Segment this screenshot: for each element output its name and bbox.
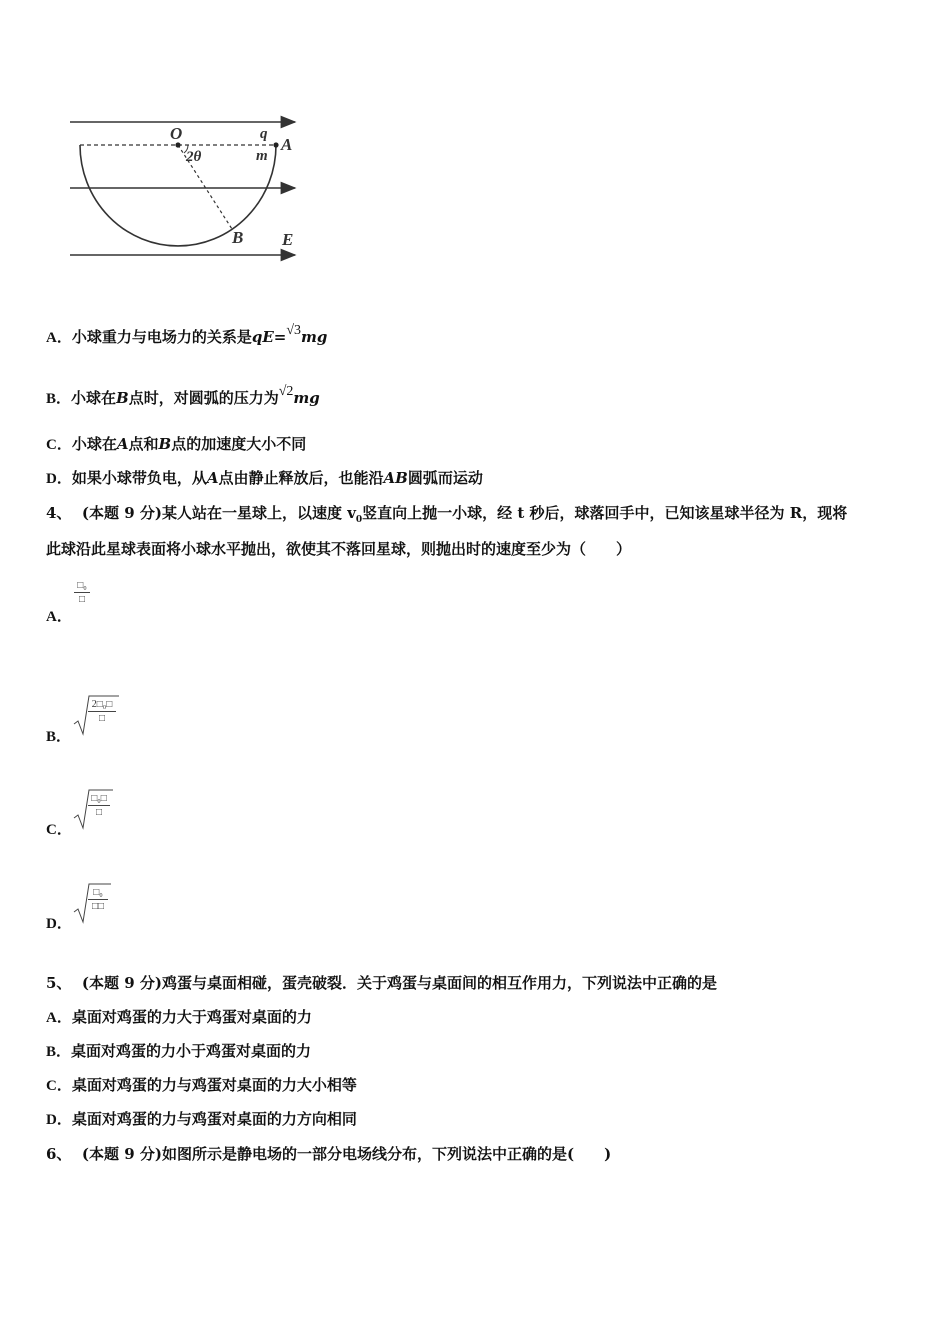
q5-option-a — [46, 1006, 312, 1027]
physics-figure — [60, 108, 310, 268]
option-text: 桌面对鸡蛋的力与鸡蛋对桌面的力大小相等 — [71, 1076, 357, 1094]
option-prefix: D． — [46, 471, 72, 487]
q6-stem — [46, 1143, 611, 1164]
var: B — [116, 389, 129, 407]
question-number: 4、 — [46, 504, 72, 522]
fraction-denominator: □□ — [91, 901, 105, 912]
option-text: 点和 — [128, 435, 159, 453]
point-A — [273, 142, 278, 147]
var: A — [116, 435, 129, 453]
label-angle: 2θ — [186, 149, 202, 165]
option-prefix: B． — [46, 391, 72, 407]
fraction-numerator: □₀ — [77, 580, 87, 591]
fraction-denominator: □ — [78, 594, 86, 605]
question-number: 6、 — [46, 1145, 72, 1163]
q3-option-c — [46, 433, 306, 454]
question-text: (本题 9 分)某人站在一星球上，以速度 v — [81, 504, 356, 522]
question-text: (本题 9 分)如图所示是静电场的一部分电场线分布，下列说法中正确的是( ) — [81, 1145, 612, 1163]
formula: qE= — [251, 328, 287, 346]
q5-stem — [46, 972, 717, 993]
q5-option-c — [46, 1074, 357, 1095]
var: AB — [383, 469, 408, 487]
q4-option-b-prefix: B． — [46, 729, 72, 745]
q4-stem-line2 — [46, 538, 631, 559]
option-prefix: A． — [46, 1010, 72, 1026]
option-text: 小球重力与电场力的关系是 — [71, 328, 252, 346]
fraction-numerator: 2□₀□ — [91, 699, 113, 710]
option-text: 点的加速度大小不同 — [171, 435, 307, 453]
q4-stem-line1 — [46, 502, 847, 525]
q3-option-d — [46, 467, 483, 488]
question-text: (本题 9 分)鸡蛋与桌面相碰，蛋壳破裂．关于鸡蛋与桌面间的相互作用力，下列说法中正确的是 — [81, 974, 717, 992]
fraction-numerator: □₀□ — [91, 793, 107, 804]
q5-option-d — [46, 1108, 357, 1129]
q4-option-c-fraction — [88, 793, 110, 818]
label-B: B — [232, 228, 244, 247]
q4-option-c-prefix: C． — [46, 822, 72, 838]
option-text: 圆弧而运动 — [407, 469, 483, 487]
label-m: m — [256, 148, 268, 164]
option-text: 桌面对鸡蛋的力小于鸡蛋对桌面的力 — [71, 1042, 312, 1060]
fraction-bar — [88, 899, 108, 900]
option-text: 点由静止释放后，也能沿 — [218, 469, 384, 487]
option-prefix: C． — [46, 437, 72, 453]
option-prefix: A． — [46, 330, 72, 346]
q4-option-b-fraction — [88, 699, 116, 724]
option-text: 小球在 — [71, 435, 117, 453]
fraction-denominator: □ — [98, 713, 106, 724]
q5-option-b — [46, 1040, 311, 1061]
q4-option-d-prefix: D． — [46, 916, 72, 932]
question-text: 此球沿此星球表面将小球水平抛出，欲使其不落回星球，则抛出时的速度至少为（ ） — [46, 540, 632, 558]
question-number: 5、 — [46, 974, 72, 992]
option-text: 小球在 — [71, 389, 117, 407]
formula: mg — [293, 389, 320, 407]
option-text: 桌面对鸡蛋的力与鸡蛋对桌面的力方向相同 — [71, 1110, 357, 1128]
formula: mg — [301, 328, 328, 346]
q4-option-a-prefix: A． — [46, 609, 72, 625]
option-text: 点时，对圆弧的压力为 — [128, 389, 279, 407]
option-prefix: C． — [46, 1078, 72, 1094]
fraction-bar — [74, 592, 90, 593]
semicircle-arc — [80, 145, 276, 246]
fraction-denominator: □ — [95, 807, 103, 818]
center-point-O — [175, 142, 180, 147]
q3-option-a — [46, 323, 327, 347]
label-E: E — [282, 230, 294, 249]
option-prefix: B． — [46, 1044, 72, 1060]
option-text: 如果小球带负电，从 — [71, 469, 207, 487]
fraction-bar — [88, 805, 110, 806]
label-O: O — [170, 124, 183, 143]
q3-option-b — [46, 384, 320, 408]
fraction-numerator: □₀ — [93, 887, 103, 898]
label-A: A — [281, 135, 293, 154]
label-q: q — [260, 126, 268, 142]
q4-option-d-fraction — [88, 887, 108, 912]
sqrt2-symbol: √2 — [278, 384, 294, 399]
sqrt3-symbol: √3 — [286, 323, 302, 338]
q4-option-a-fraction — [74, 580, 90, 605]
option-prefix: D． — [46, 1112, 72, 1128]
option-text: 桌面对鸡蛋的力大于鸡蛋对桌面的力 — [71, 1008, 312, 1026]
var: B — [158, 435, 172, 453]
subscript: 0 — [355, 515, 363, 525]
var: A — [206, 469, 219, 487]
question-text: 竖直向上抛一小球，经 t 秒后，球落回手中，已知该星球半径为 R，现将 — [362, 504, 848, 522]
fraction-bar — [88, 711, 116, 712]
